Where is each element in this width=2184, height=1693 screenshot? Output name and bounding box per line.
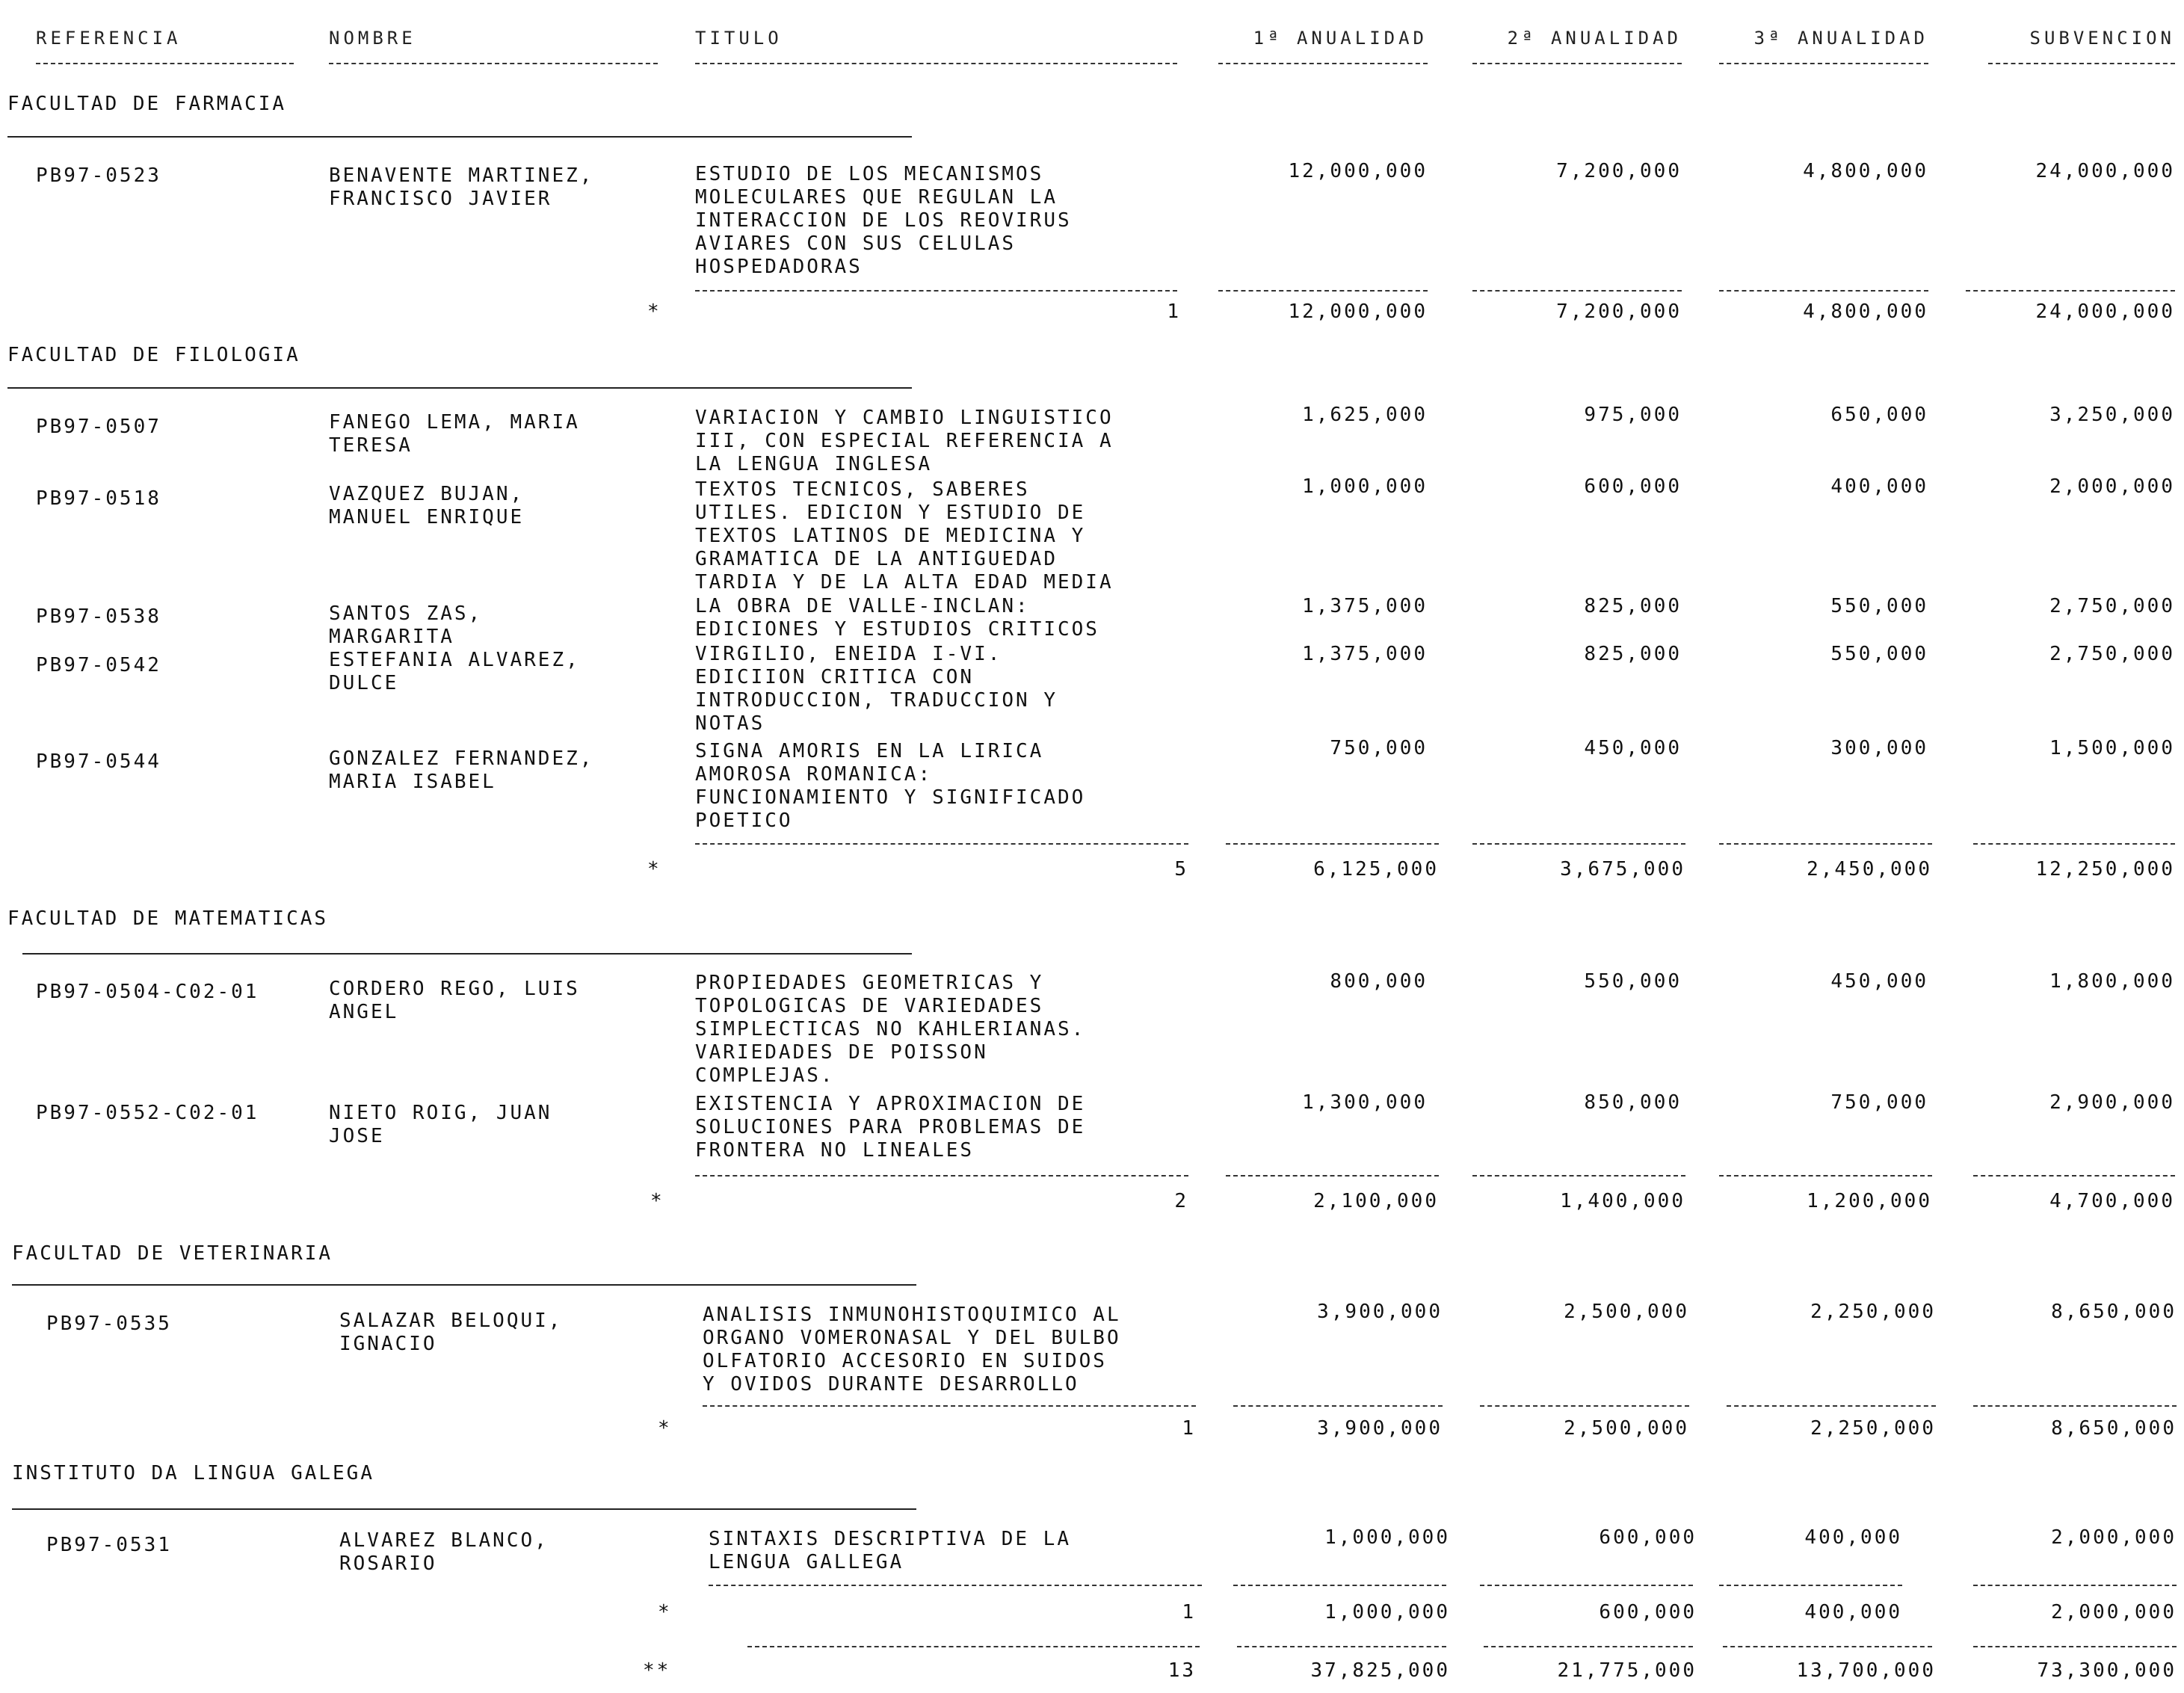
row-titulo: VIRGILIO, ENEIDA I-VI. [695,643,1002,665]
subtotal-anualidad-1: 12,000,000 [1288,300,1428,323]
subtotal-anualidad-3: 1,200,000 [1807,1190,1932,1212]
row-titulo: AVIARES CON SUS CELULAS [695,232,1017,255]
row-anualidad-2: 550,000 [1584,970,1682,993]
grand-total-rule [747,1646,1200,1647]
subtotal-marker: * [647,300,661,323]
subtotal-subvencion: 12,250,000 [2035,858,2175,881]
subtotal-anualidad-2: 3,675,000 [1560,858,1685,881]
row-titulo: FRONTERA NO LINEALES [695,1139,975,1162]
row-titulo: LENGUA GALLEGA [709,1551,904,1573]
subtotal-rule [709,1585,1202,1586]
row-titulo: III, CON ESPECIAL REFERENCIA A [695,430,1114,452]
grand-total-subvencion: 73,300,000 [2037,1659,2177,1682]
header-underline [1988,63,2175,64]
subtotal-anualidad-3: 4,800,000 [1803,300,1928,323]
subtotal-rule [1233,1405,1443,1407]
header-underline [329,63,658,64]
subtotal-marker: * [647,858,661,881]
subtotal-rule [1480,1585,1693,1586]
row-anualidad-1: 1,300,000 [1302,1091,1428,1114]
row-anualidad-2: 600,000 [1584,475,1682,498]
row-titulo: NOTAS [695,712,765,735]
row-titulo: EDICIONES Y ESTUDIOS CRITICOS [695,618,1099,641]
subtotal-rule [1973,1175,2175,1177]
row-nombre: ROSARIO [339,1552,437,1575]
row-titulo: SIMPLECTICAS NO KAHLERIANAS. [695,1018,1086,1040]
row-subvencion: 2,750,000 [2049,595,2175,617]
row-titulo: OLFATORIO ACCESORIO EN SUIDOS [703,1350,1107,1372]
row-titulo: MOLECULARES QUE REGULAN LA [695,186,1058,209]
subtotal-rule [1480,1405,1689,1407]
row-subvencion: 2,000,000 [2049,475,2175,498]
subtotal-subvencion: 2,000,000 [2051,1601,2177,1623]
subtotal-anualidad-1: 1,000,000 [1324,1601,1450,1623]
row-titulo: COMPLEJAS. [695,1064,835,1087]
row-titulo: PROPIEDADES GEOMETRICAS Y [695,972,1044,994]
row-anualidad-1: 1,375,000 [1302,643,1428,665]
subtotal-rule [1973,1405,2177,1407]
row-referencia: PB97-0542 [36,654,161,676]
row-titulo: TOPOLOGICAS DE VARIEDADES [695,995,1044,1017]
row-anualidad-2: 975,000 [1584,404,1682,426]
grand-total-anualidad-3: 13,700,000 [1796,1659,1936,1682]
subtotal-rule [1719,843,1932,845]
subtotal-anualidad-1: 3,900,000 [1317,1417,1443,1440]
row-nombre: NIETO ROIG, JUAN [329,1102,552,1124]
subtotal-rule [1719,1585,1902,1586]
row-titulo: VARIACION Y CAMBIO LINGUISTICO [695,407,1114,429]
row-anualidad-3: 4,800,000 [1803,160,1928,182]
section-rule [7,387,912,389]
subtotal-subvencion: 4,700,000 [2049,1190,2175,1212]
header-underline [36,63,294,64]
header-referencia: REFERENCIA [36,28,182,49]
subtotal-count: 5 [1174,858,1188,881]
row-anualidad-1: 12,000,000 [1288,160,1428,182]
grand-total-marker: ** [643,1659,671,1682]
subtotal-anualidad-2: 7,200,000 [1556,300,1682,323]
section-title: FACULTAD DE MATEMATICAS [7,907,329,930]
row-titulo: VARIEDADES DE POISSON [695,1041,988,1064]
row-referencia: PB97-0531 [46,1534,172,1556]
row-titulo: TEXTOS TECNICOS, SABERES [695,478,1030,501]
row-nombre: JOSE [329,1125,385,1147]
row-titulo: Y OVIDOS DURANTE DESARROLLO [703,1373,1079,1396]
row-nombre: GONZALEZ FERNANDEZ, [329,747,594,770]
row-titulo: UTILES. EDICION Y ESTUDIO DE [695,502,1086,524]
subtotal-rule [1472,843,1685,845]
row-anualidad-3: 650,000 [1830,404,1928,426]
row-subvencion: 1,800,000 [2049,970,2175,993]
row-titulo: TEXTOS LATINOS DE MEDICINA Y [695,525,1086,547]
subtotal-count: 1 [1167,300,1181,323]
grand-total-anualidad-1: 37,825,000 [1310,1659,1450,1682]
row-anualidad-1: 1,000,000 [1324,1526,1450,1549]
row-anualidad-3: 400,000 [1804,1526,1902,1549]
header-underline [695,63,1177,64]
row-subvencion: 2,000,000 [2051,1526,2177,1549]
row-anualidad-3: 450,000 [1830,970,1928,993]
row-titulo: LA OBRA DE VALLE-INCLAN: [695,595,1030,617]
section-rule [7,136,912,138]
header-titulo: TITULO [695,28,783,49]
row-titulo: EDICIION CRITICA CON [695,666,975,688]
row-subvencion: 24,000,000 [2035,160,2175,182]
row-anualidad-2: 600,000 [1599,1526,1697,1549]
subtotal-rule [1226,1175,1439,1177]
subtotal-rule [695,843,1188,845]
subtotal-rule [1472,290,1682,292]
section-title: FACULTAD DE FARMACIA [7,93,287,115]
row-anualidad-1: 800,000 [1330,970,1428,993]
row-nombre: ANGEL [329,1001,399,1023]
grand-total-rule [1973,1646,2177,1647]
row-anualidad-1: 3,900,000 [1317,1301,1443,1323]
subtotal-anualidad-2: 1,400,000 [1560,1190,1685,1212]
subtotal-rule [1472,1175,1685,1177]
row-titulo: SIGNA AMORIS EN LA LIRICA [695,740,1044,762]
row-titulo: SOLUCIONES PARA PROBLEMAS DE [695,1116,1086,1138]
subtotal-marker: * [650,1190,664,1212]
row-anualidad-1: 1,625,000 [1302,404,1428,426]
row-referencia: PB97-0518 [36,487,161,510]
section-rule [12,1508,916,1510]
subtotal-rule [1218,290,1428,292]
row-nombre: MARGARITA [329,626,454,648]
row-nombre: FANEGO LEMA, MARIA [329,411,580,434]
row-anualidad-1: 750,000 [1330,737,1428,759]
subtotal-subvencion: 24,000,000 [2035,300,2175,323]
row-nombre: BENAVENTE MARTINEZ, [329,164,594,187]
subtotal-rule [1719,290,1928,292]
section-title: FACULTAD DE FILOLOGIA [7,344,300,366]
row-titulo: EXISTENCIA Y APROXIMACION DE [695,1093,1086,1115]
row-anualidad-2: 7,200,000 [1556,160,1682,182]
row-subvencion: 2,750,000 [2049,643,2175,665]
subtotal-rule [1226,843,1439,845]
row-titulo: GRAMATICA DE LA ANTIGUEDAD [695,548,1058,570]
row-titulo: INTERACCION DE LOS REOVIRUS [695,209,1072,232]
row-nombre: CORDERO REGO, LUIS [329,978,580,1000]
row-titulo: LA LENGUA INGLESA [695,453,933,475]
row-referencia: PB97-0523 [36,164,161,187]
row-nombre: DULCE [329,672,399,694]
row-referencia: PB97-0552-C02-01 [36,1102,259,1124]
subtotal-anualidad-2: 600,000 [1599,1601,1697,1623]
row-nombre: MANUEL ENRIQUE [329,506,525,528]
row-nombre: VAZQUEZ BUJAN, [329,483,525,505]
subtotal-marker: * [658,1417,672,1440]
header-subvencion: SUBVENCION [2029,28,2175,49]
row-nombre: SANTOS ZAS, [329,602,483,625]
subtotal-rule [695,1175,1188,1177]
row-subvencion: 8,650,000 [2051,1301,2177,1323]
row-referencia: PB97-0504-C02-01 [36,981,259,1003]
subtotal-count: 2 [1174,1190,1188,1212]
header-nombre: NOMBRE [329,28,416,49]
row-anualidad-2: 825,000 [1584,595,1682,617]
subtotal-count: 1 [1182,1417,1196,1440]
subtotal-rule [1727,1405,1936,1407]
row-anualidad-2: 450,000 [1584,737,1682,759]
subtotal-count: 1 [1182,1601,1196,1623]
subtotal-subvencion: 8,650,000 [2051,1417,2177,1440]
header-anualidad-3: 3ª ANUALIDAD [1753,28,1928,49]
row-anualidad-3: 750,000 [1830,1091,1928,1114]
row-anualidad-3: 550,000 [1830,595,1928,617]
row-anualidad-2: 2,500,000 [1564,1301,1689,1323]
grand-total-rule [1484,1646,1693,1647]
row-anualidad-1: 1,375,000 [1302,595,1428,617]
subtotal-rule [1973,1585,2177,1586]
row-anualidad-3: 550,000 [1830,643,1928,665]
row-referencia: PB97-0544 [36,750,161,773]
grand-total-count: 13 [1167,1659,1196,1682]
row-nombre: ALVAREZ BLANCO, [339,1529,549,1552]
header-underline [1218,63,1428,64]
row-titulo: ORGANO VOMERONASAL Y DEL BULBO [703,1327,1121,1349]
subtotal-anualidad-3: 2,450,000 [1807,858,1932,881]
subtotal-anualidad-3: 2,250,000 [1810,1417,1936,1440]
row-titulo: HOSPEDADORAS [695,256,863,278]
header-anualidad-1: 1ª ANUALIDAD [1253,28,1428,49]
row-titulo: ESTUDIO DE LOS MECANISMOS [695,163,1044,185]
section-title: FACULTAD DE VETERINARIA [12,1242,333,1265]
section-title: INSTITUTO DA LINGUA GALEGA [12,1462,374,1484]
subtotal-rule [1719,1175,1932,1177]
grand-total-rule [1237,1646,1446,1647]
row-anualidad-3: 300,000 [1830,737,1928,759]
row-referencia: PB97-0507 [36,416,161,438]
row-anualidad-3: 2,250,000 [1810,1301,1936,1323]
row-titulo: FUNCIONAMIENTO Y SIGNIFICADO [695,786,1086,809]
row-titulo: INTRODUCCION, TRADUCCION Y [695,689,1058,712]
row-titulo: SINTAXIS DESCRIPTIVA DE LA [709,1528,1071,1550]
subtotal-rule [703,1405,1196,1407]
row-referencia: PB97-0535 [46,1313,172,1335]
row-nombre: MARIA ISABEL [329,771,496,793]
row-nombre: TERESA [329,434,413,457]
subtotal-marker: * [658,1601,672,1623]
section-rule [12,1284,916,1286]
header-anualidad-2: 2ª ANUALIDAD [1507,28,1682,49]
row-titulo: ANALISIS INMUNOHISTOQUIMICO AL [703,1304,1121,1326]
row-nombre: FRANCISCO JAVIER [329,188,552,210]
row-anualidad-2: 825,000 [1584,643,1682,665]
row-subvencion: 1,500,000 [2049,737,2175,759]
row-titulo: POETICO [695,810,793,832]
subtotal-anualidad-1: 2,100,000 [1313,1190,1439,1212]
subtotal-rule [695,290,1177,292]
grand-total-rule [1723,1646,1932,1647]
row-titulo: TARDIA Y DE LA ALTA EDAD MEDIA [695,571,1114,593]
subtotal-anualidad-3: 400,000 [1804,1601,1902,1623]
subtotal-anualidad-1: 6,125,000 [1313,858,1439,881]
row-nombre: SALAZAR BELOQUI, [339,1310,563,1332]
row-titulo: AMOROSA ROMANICA: [695,763,933,786]
subtotal-rule [1233,1585,1446,1586]
subtotal-rule [1966,290,2175,292]
subtotal-anualidad-2: 2,500,000 [1564,1417,1689,1440]
row-subvencion: 3,250,000 [2049,404,2175,426]
grand-total-anualidad-2: 21,775,000 [1557,1659,1697,1682]
row-anualidad-2: 850,000 [1584,1091,1682,1114]
row-anualidad-3: 400,000 [1830,475,1928,498]
subtotal-rule [1973,843,2175,845]
row-subvencion: 2,900,000 [2049,1091,2175,1114]
header-underline [1719,63,1928,64]
row-nombre: ESTEFANIA ALVAREZ, [329,649,580,671]
row-nombre: IGNACIO [339,1333,437,1355]
header-underline [1472,63,1682,64]
row-anualidad-1: 1,000,000 [1302,475,1428,498]
section-rule [22,953,912,955]
row-referencia: PB97-0538 [36,605,161,628]
